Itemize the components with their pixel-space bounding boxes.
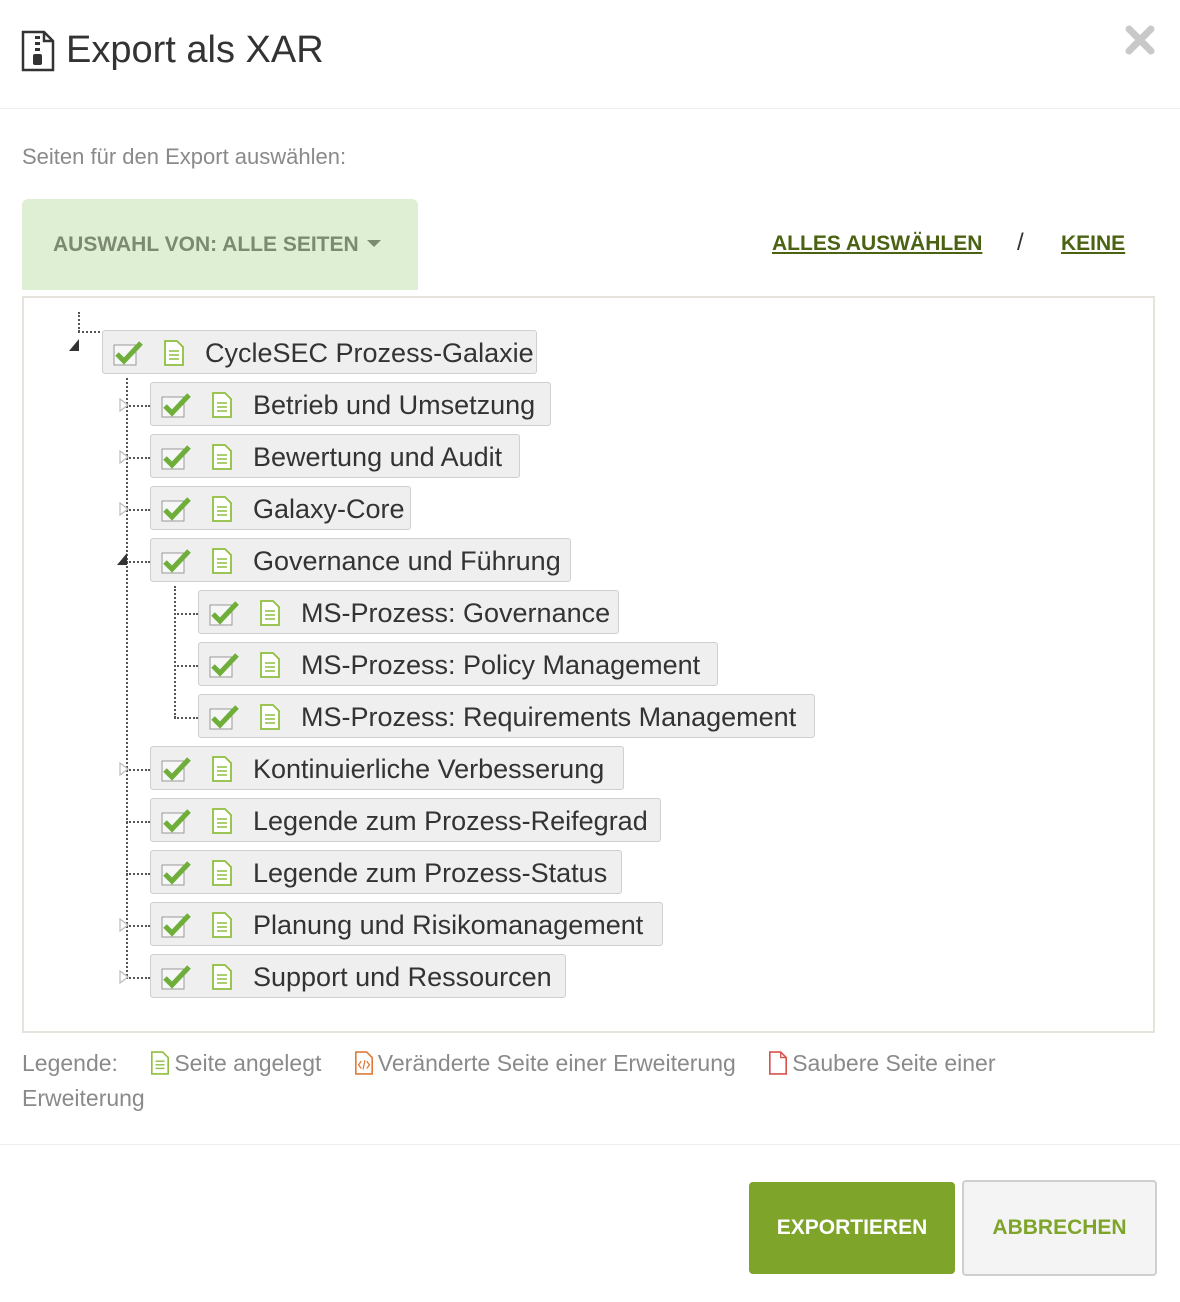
- legend: [22, 1046, 1132, 1116]
- tree-node-label: CycleSEC Prozess-Galaxie: [205, 338, 534, 368]
- checkbox-checked-icon[interactable]: [161, 496, 191, 522]
- tree-node[interactable]: [150, 434, 520, 478]
- tree-node-label: MS-Prozess: Requirements Management: [301, 702, 797, 732]
- expand-arrow-icon[interactable]: [118, 502, 130, 516]
- tree-connector: [78, 312, 80, 332]
- tree-node-label: Governance und Führung: [253, 546, 561, 576]
- checkbox-checked-icon[interactable]: [161, 860, 191, 886]
- checkbox-checked-icon[interactable]: [209, 704, 239, 730]
- tree-node[interactable]: [150, 486, 411, 530]
- checkbox-checked-icon[interactable]: [113, 340, 143, 366]
- tree-node-label: Planung und Risikomanagement: [253, 910, 644, 940]
- document-icon: [259, 704, 281, 730]
- tree-connector: [174, 717, 198, 719]
- tree-node-label: Bewertung und Audit: [253, 442, 503, 472]
- tree-node[interactable]: [150, 850, 622, 894]
- document-icon: [211, 392, 233, 418]
- document-icon: [259, 652, 281, 678]
- tree-node-label: MS-Prozess: Policy Management: [301, 650, 701, 680]
- document-code-icon: [354, 1051, 374, 1075]
- tree-connector: [174, 613, 198, 615]
- tree-connector: [78, 331, 100, 333]
- legend-title: Legende:: [22, 1050, 118, 1076]
- collapse-arrow-icon[interactable]: [68, 338, 80, 352]
- page-tree: [22, 296, 1155, 1033]
- legend-item-label: Seite angelegt: [174, 1050, 322, 1076]
- tree-node[interactable]: [150, 902, 663, 946]
- select-all-link[interactable]: ALLES AUSWÄHLEN: [772, 232, 983, 255]
- expand-arrow-icon[interactable]: [118, 970, 130, 984]
- document-icon: [211, 548, 233, 574]
- checkbox-checked-icon[interactable]: [161, 444, 191, 470]
- checkbox-checked-icon[interactable]: [161, 548, 191, 574]
- tree-connector: [126, 873, 150, 875]
- export-button[interactable]: EXPORTIEREN: [749, 1182, 955, 1274]
- cancel-button[interactable]: ABBRECHEN: [962, 1180, 1157, 1276]
- tree-connector: [126, 821, 150, 823]
- expand-arrow-icon[interactable]: [118, 450, 130, 464]
- selection-dropdown-label: AUSWAHL VON: ALLE SEITEN: [53, 233, 381, 257]
- close-icon[interactable]: [1122, 22, 1158, 58]
- document-icon: [211, 808, 233, 834]
- tree-node-label: Support und Ressourcen: [253, 962, 552, 992]
- legend-item-modified: [354, 1050, 736, 1076]
- tree-connector: [126, 378, 128, 976]
- file-archive-icon: [20, 30, 56, 72]
- tree-node[interactable]: [198, 590, 619, 634]
- selection-dropdown[interactable]: [22, 199, 418, 290]
- document-icon: [259, 600, 281, 626]
- checkbox-checked-icon[interactable]: [161, 756, 191, 782]
- document-icon: [211, 756, 233, 782]
- document-icon: [211, 444, 233, 470]
- collapse-arrow-icon[interactable]: [116, 552, 128, 566]
- tree-connector: [174, 586, 176, 718]
- document-icon: [211, 964, 233, 990]
- export-instruction: Seiten für den Export auswählen:: [22, 144, 347, 169]
- expand-arrow-icon[interactable]: [118, 762, 130, 776]
- tree-node-root[interactable]: [102, 330, 537, 374]
- tree-node-label: MS-Prozess: Governance: [301, 598, 611, 628]
- tree-node-label: Legende zum Prozess-Reifegrad: [253, 806, 648, 836]
- checkbox-checked-icon[interactable]: [209, 600, 239, 626]
- legend-item-created: [150, 1050, 321, 1076]
- tree-connector: [174, 665, 198, 667]
- checkbox-checked-icon[interactable]: [209, 652, 239, 678]
- document-icon: [150, 1051, 170, 1075]
- tree-connector: [126, 561, 150, 563]
- expand-arrow-icon[interactable]: [118, 398, 130, 412]
- checkbox-checked-icon[interactable]: [161, 392, 191, 418]
- document-icon: [163, 340, 185, 366]
- checkbox-checked-icon[interactable]: [161, 964, 191, 990]
- tree-node[interactable]: [198, 694, 815, 738]
- tree-node-label: Kontinuierliche Verbesserung: [253, 754, 605, 784]
- tree-node[interactable]: [150, 538, 571, 582]
- tree-node[interactable]: [150, 798, 661, 842]
- document-icon: [211, 912, 233, 938]
- dialog-header: [0, 0, 1180, 109]
- checkbox-checked-icon[interactable]: [161, 808, 191, 834]
- legend-item-label: Veränderte Seite einer Erweiterung: [377, 1050, 736, 1076]
- tree-node[interactable]: [150, 746, 624, 790]
- tree-node[interactable]: [198, 642, 718, 686]
- dialog-title: Export als XAR: [66, 29, 324, 71]
- tree-node[interactable]: [150, 382, 551, 426]
- document-blank-icon: [768, 1051, 788, 1075]
- caret-down-icon: [367, 240, 381, 247]
- tree-node[interactable]: [150, 954, 566, 998]
- select-none-link[interactable]: KEINE: [1061, 232, 1126, 255]
- tree-node-label: Legende zum Prozess-Status: [253, 858, 608, 888]
- tree-node-label: Betrieb und Umsetzung: [253, 390, 536, 420]
- footer-divider: [0, 1144, 1180, 1145]
- document-icon: [211, 496, 233, 522]
- link-separator: /: [1017, 229, 1024, 256]
- document-icon: [211, 860, 233, 886]
- checkbox-checked-icon[interactable]: [161, 912, 191, 938]
- expand-arrow-icon[interactable]: [118, 918, 130, 932]
- tree-node-label: Galaxy-Core: [253, 494, 405, 524]
- legend-item-label: Saubere Seite einer Erweiterung: [22, 1050, 996, 1111]
